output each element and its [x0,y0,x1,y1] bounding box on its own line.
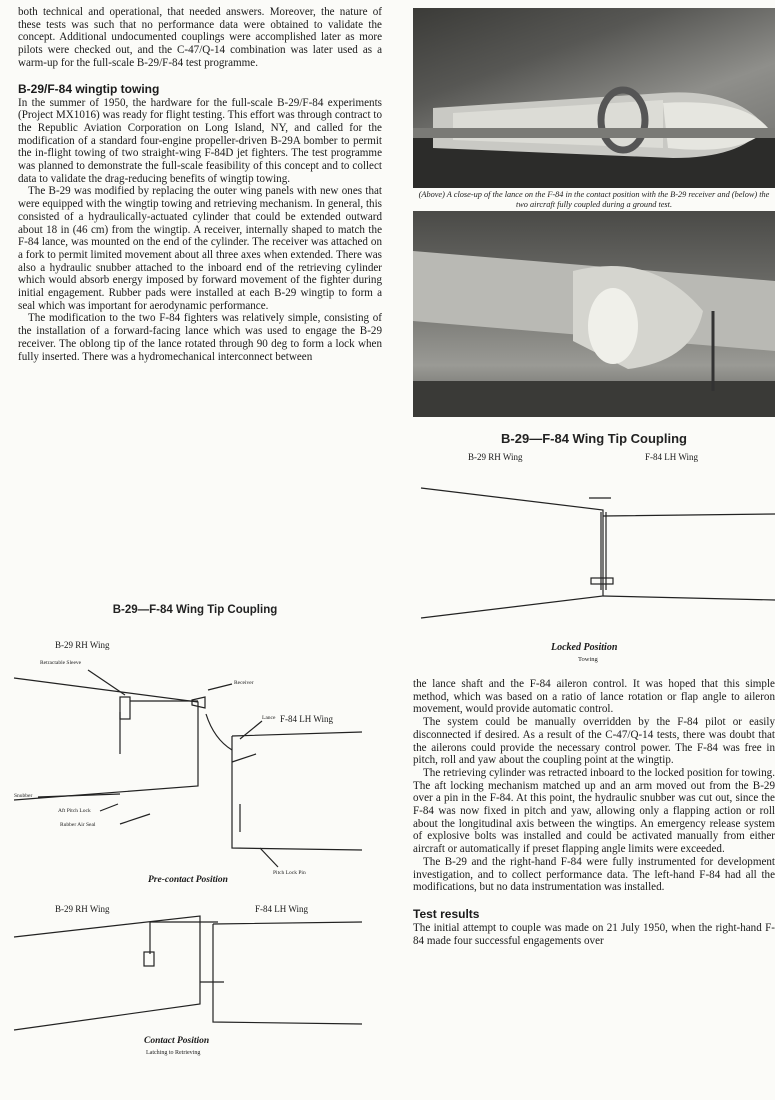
label-lh-wing: F-84 LH Wing [280,714,333,724]
label-aft-pitch-lock: Aft Pitch Lock [58,808,91,814]
caption-locked: Locked Position [551,642,618,653]
figure-title-locked: B-29—F-84 Wing Tip Coupling [501,431,687,446]
intro-paragraph: both technical and operational, that needed answers. Moreover, the nature of these tests was such that no performance data were obtained to validate the concept. Additional undocumented couplings were accomplished later as more pilots were checked out, and the C-47/Q-14 combination was later used as a warm-up for the full-scale B-29/F-84 test programme. [18,6,382,69]
left-column [18,6,382,363]
section-heading-wingtip-towing: B-29/F-84 wingtip towing [18,81,160,96]
right-column [413,0,775,947]
body-paragraph: The retrieving cylinder was retracted inboard to the locked position for towing. The aft locking mechanism matched up and an arm moved out from the B-29 over a pin in the F-84. At this point, the hydraulic snubber was cut out, since the F-84 was now fixed in pitch and yaw, allowing only a flapping action or roll about the longitudinal axis between the wingtips. An emergency release system of explosive bolts was installed and could be activated manually from either aircraft or automatically if preset flapping angle limits were exceeded. [413,766,775,856]
locked-diagram [413,446,775,666]
label-snubber: Snubber [14,793,33,799]
label-retractable-sleeve: Retractable Sleeve [40,660,82,666]
figure-title: B-29—F-84 Wing Tip Coupling [112,604,278,616]
photo-aircraft-coupled [413,211,775,417]
aircraft-coupled-image [413,211,775,417]
locked-diagram-svg [413,460,775,660]
coupling-diagram-left [0,604,390,1100]
caption-contact: Contact Position [144,1036,210,1046]
section-heading-test-results: Test results [413,906,480,921]
label-lance: Lance [262,715,276,721]
right-text [413,678,775,947]
caption-precontact: Pre-contact Position [148,875,228,885]
label-receiver: Receiver [234,680,254,686]
caption-locked-sub: Towing [578,656,598,663]
label-rh-wing: B-29 RH Wing [55,640,110,650]
body-paragraph: In the summer of 1950, the hardware for the full-scale B-29/F-84 experiments (Project MX1016) was ready for flight testing. This effort was through contract to the Republic Aviation Corporation on Long Island, NY, and called for the modification of a standard four-engine propeller-driven B-29A bomber to permit the in-flight towing of two straight-wing F-84D jet fighters. The test programme was planned to demonstrate the full-scale feasibility of this concept and to collect data to validate the drag-reducing benefits of wingtip towing. [18,96,382,185]
label-contact-lh-wing: F-84 LH Wing [255,904,308,914]
label-rubber-air-seal: Rubber Air Seal [60,822,96,828]
body-paragraph: The initial attempt to couple was made on 21 July 1950, when the right-hand F-84 made four successful engagements over [413,921,775,947]
body-paragraph: the lance shaft and the F-84 aileron control. It was hoped that this simple method, which was based on a ratio of lance rotation or flap angle to aileron movement, would provide automatic control. [413,678,775,716]
label-pitch-lock-pin: Pitch Lock Pin [273,870,306,876]
photo-caption: (Above) A close-up of the lance on the F-84 in the contact position with the B-29 receiver and (below) the two aircraft fully coupled during a ground test. [418,190,770,209]
body-paragraph: The B-29 and the right-hand F-84 were fully instrumented for development investigation, and to collect performance data. The left-hand F-84 had all the modifications, but no data instrumentation was installed. [413,855,775,894]
label-contact-rh-wing: B-29 RH Wing [55,904,110,914]
lance-closeup-image [413,8,775,188]
body-paragraph: The B-29 was modified by replacing the outer wing panels with new ones that were equipped with the wingtip towing and retrieving mechanism. In general, this consisted of a hydraulically-actuated cylinder that could be extended outward about 18 in (46 cm) from the wingtip. A receiver, internally shaped to match the F-84 lance, was mounted on the end of the cylinder. The receiver was attached on a fork to permit limited movement about all three axes when extended. There was also a hydraulic snubber attached to the inboard end of the retrieving cylinder which would absorb energy imposed by forward movement of the fighter during initial engagement. Rubber pads were installed at each B-29 wingtip to form a seal which was important for aerodynamic performance. [18,185,382,312]
photo-lance-closeup [413,8,775,188]
caption-contact-sub: Latching to Retrieving [146,1050,201,1056]
body-paragraph: The modification to the two F-84 fighters was relatively simple, consisting of the installation of a forward-facing lance which was used to engage the B-29 receiver. The oblong tip of the lance rotated through 90 deg to form a lock when fully inserted. There was a hydromechanical interconnect between [18,312,382,363]
body-paragraph: The system could be manually overridden by the F-84 pilot or easily disconnected if desired. As a result of the C-47/Q-14 tests, there was doubt that the ailerons could provide the necessary control power. The F-84 was free in pitch, roll and yaw about the coupling point at the wingtip. [413,716,775,767]
label-rh-wing-locked: B-29 RH Wing [468,452,523,462]
precontact-diagram [0,604,390,1100]
label-lh-wing-locked: F-84 LH Wing [645,452,698,462]
